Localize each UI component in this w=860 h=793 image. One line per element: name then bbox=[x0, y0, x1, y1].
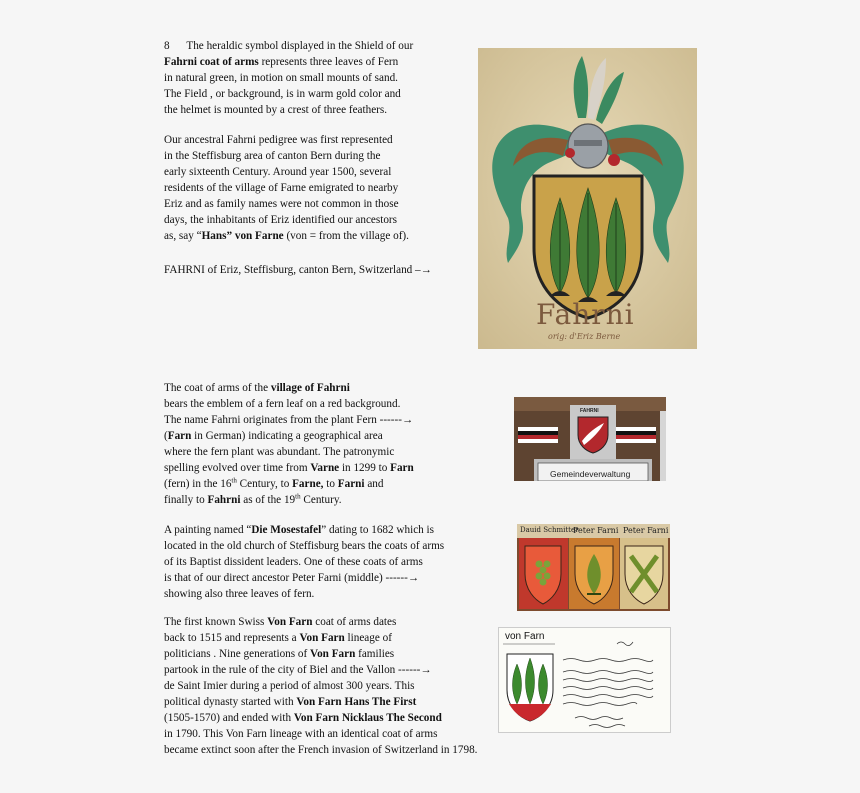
section-von-farn: The first known Swiss Von Farn coat of arms dates back to 1515 and represents a Von Farn lineage of politicians . Nine generations of Von Farn families partook in the rule of the city of Biel and the Vallon ------→ de Saint Imier during a period of almost 300 years. This political dynasty started with Von Farn Hans The First (1505-1570) and ended with Von Farn Nicklaus The Second in 1790. This Von Farn lineage with an identical coat of arms became extinct soon after the French invasion of Switzerland in 1798. bbox=[164, 616, 478, 756]
von-farn-document-image bbox=[498, 627, 671, 733]
section-heraldic-symbol: 8 The heraldic symbol displayed in the Shield of our Fahrni coat of arms represents three leaves of Fern in natural green, in motion on small mounts of sand. The Field , or background, is in warm gold color and the helmet is mounted by a crest of three feathers. Our ancestral Fahrni pedigree was first represented in the Steffisburg area of canton Bern during the early sixteenth Century. Around year 1500, several residents of the village of Farne emigrated to nearby Eriz and as family names were not common in those days, the inhabitants of Eriz identified our ancestors as, say “Hans” von Farne (von = from the village of). FAHRNI of Eriz, Steffisburg, canton Bern, Switzerland –→ bbox=[164, 40, 432, 276]
arrow-icon: → bbox=[407, 572, 420, 584]
mosestafel-coats-image bbox=[517, 524, 670, 611]
section-village-of-fahrni: The coat of arms of the village of Fahrni bears the emblem of a fern leaf on a red background. The name Fahrni originates from the plant Fern ------→ (Farn in German) indicating a geographical area where the fern plant was abundant. The patronymic spelling evolved over time from Varne in 1299 to Farn (fern) in the 16th Century, to Farne, to Farni and finally to Fahrni as of the 19th Century. bbox=[164, 382, 414, 506]
coat-subcaption: orig: d'Eriz Berne bbox=[548, 332, 621, 341]
section-number: 8 bbox=[164, 40, 170, 52]
village-sign-text: Gemeindeverwaltung bbox=[550, 469, 631, 479]
village-sign-image bbox=[514, 397, 666, 481]
arrow-icon: → bbox=[420, 664, 432, 676]
moses-label-middle: Peter Farni bbox=[573, 526, 619, 535]
moses-label-left: Dauid Schmitter bbox=[520, 526, 579, 534]
coat-caption: Fahrni bbox=[536, 298, 635, 331]
fahrni-coat-of-arms-image bbox=[478, 48, 697, 349]
arrow-icon: → bbox=[420, 264, 432, 276]
section-mosestafel: A painting named “Die Mosestafel” dating to 1682 which is located in the old church of Steffisburg bears the coats of arms of its Baptist dissident leaders. One of these coats of arms is that of our direct ancestor Peter Farni (middle) ------→ showing also three leaves of fern. bbox=[164, 524, 445, 600]
village-label: FAHRNI bbox=[580, 408, 599, 414]
von-farn-title: von Farn bbox=[505, 631, 545, 642]
arrow-icon: → bbox=[401, 414, 414, 426]
moses-label-right: Peter Farni bbox=[623, 526, 669, 535]
location-line: FAHRNI of Eriz, Steffisburg, canton Bern, Switzerland – bbox=[164, 264, 421, 276]
